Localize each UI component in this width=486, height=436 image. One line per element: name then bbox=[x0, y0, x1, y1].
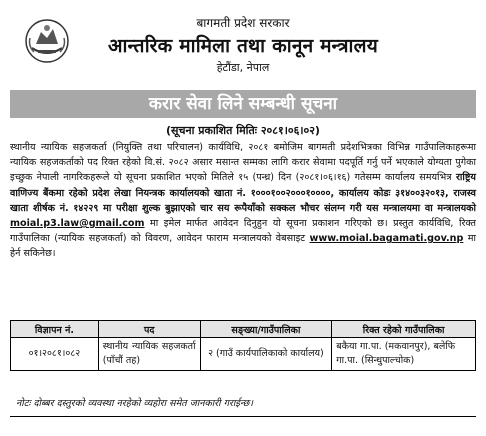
notice-body bbox=[10, 140, 476, 262]
email-link[interactable]: moial.p3.law@gmail.com bbox=[10, 218, 145, 230]
website-link[interactable]: www.moial.bagamati.gov.np bbox=[309, 233, 464, 245]
notice-page bbox=[10, 4, 476, 428]
table-header-row bbox=[11, 321, 476, 338]
body-intro: स्थानीय न्यायिक सहजकर्ता (नियुक्ति तथा परिचालन) कार्यविधि, २०८१ बमोजिम बागमती प्रदेशभित्रका विभिन्न गाउँपालिकाहरूमा न्यायिक सहजकर्ताको पद रिक्त रहेको वि.सं. २०८२ असार मसान्त सम्मका लागि करार सेवामा पदपूर्ति गर्नु पर्ने भएकाले योग्यता पुगेका इच्छुक नेपाली नागरिकहरूले यो सूचना प्रकाशित भएको मितिले १५ (पन्ध्र) दिन (२०८१।०६।१६) गतेसम्म कार्यालय समयभित्र bbox=[10, 142, 476, 184]
cell-ad-no: ०१।२०८१।०८२ bbox=[11, 338, 99, 371]
divider bbox=[10, 416, 476, 417]
header-vacant: रिक्त रहेको गाउँपालिका bbox=[332, 321, 476, 338]
ministry-location: हेटौंडा, नेपाल bbox=[216, 61, 270, 74]
vacancy-table bbox=[10, 320, 476, 371]
publication-date: (सूचना प्रकाशित मितिः २०८१।०६।०२) bbox=[166, 124, 320, 137]
footnote: नोटः दोब्बर दस्तुरको व्यवस्था नरहेको व्यहोरा समेत जानकारी गराईन्छ। bbox=[16, 398, 253, 409]
body-application-info: मा इमेल मार्फत आवेदन दिनुहुन यो सूचना प्रकाशन गरिएको छ। प्रस्तुत कार्यविधि, रिक्त गाउँपालिका (न्यायिक सहजकर्ता) को विवरण, आवेदन फाराम मन्त्रालयको वेबसाइट bbox=[10, 218, 476, 245]
header-ad-no: विज्ञापन नं. bbox=[11, 321, 99, 338]
cell-vacant: बकैया गा.पा. (मकवानपुर), बलेफि गा.पा. (सिन्धुपाल्चोक) bbox=[332, 338, 476, 371]
notice-title: करार सेवा लिने सम्बन्धी सूचना bbox=[10, 90, 476, 118]
table-row bbox=[11, 338, 476, 371]
cell-post: स्थानीय न्यायिक सहजकर्ता (पाँचौं तह) bbox=[98, 338, 200, 371]
header-post: पद bbox=[98, 321, 200, 338]
notice-header bbox=[10, 4, 476, 82]
province-government: बागमती प्रदेश सरकार bbox=[196, 16, 290, 30]
bank-account-details: राष्ट्रिय वाणिज्य बैंकमा रहेको प्रदेश लेखा नियन्त्रक कार्यालयको खाता नं. १०००१००२०००१००००, कार्यालय कोडः ३१४००३२०१३, राजस्व खाता शीर्षक नं. १४२२९ मा परीक्षा शुल्क बुझाएको चार सय रूपैयाँको सक्कल भौचर संलग्न गरी यस मन्त्रालयमा वा मन्त्रालयको bbox=[10, 172, 476, 214]
ministry-name: आन्तरिक मामिला तथा कानून मन्त्रालय bbox=[108, 35, 378, 57]
cell-count: २ (गाउँ कार्यपालिकाको कार्यालय) bbox=[200, 338, 332, 371]
body-closing: मा हेर्न सकिनेछ। bbox=[10, 233, 476, 260]
header-count: सङ्ख्या/गाउँपालिका bbox=[200, 321, 332, 338]
